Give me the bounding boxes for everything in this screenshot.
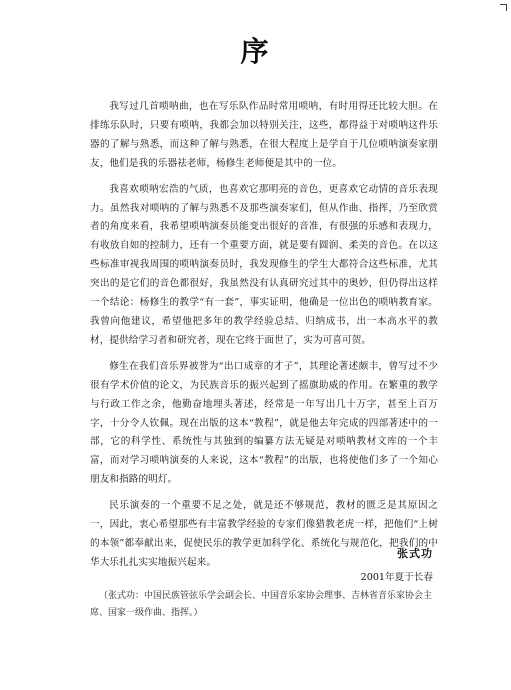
paragraph-1: 我写过几首唢呐曲，也在写乐队作品时常用唢呐，有时用得还比较大胆。在排练乐队时，只要有唢呐，我都会加以特别关注，这些，都得益于对唢呐这件乐器的了解与熟悉，而这种了解与熟悉，在很大程度上是学自于几位唢呐演奏家朋友，他们是我的乐器祛老师，杨修生老师便是其中的一位。 [90, 101, 438, 169]
signature-block [361, 545, 433, 583]
preface-body [90, 98, 438, 580]
signature-date: 2001年夏于长春 [360, 572, 433, 583]
author-name: 张式功 [397, 547, 433, 560]
paragraph-2: 我喜欢唢呐宏浩的气质，也喜欢它那明亮的音色，更喜欢它动情的音乐表现力。虽然我对唢呐的了解与熟悉不及那些演奏家们，但从作曲、指挥，乃至欣赏者的角度来看，我希望唢呐演奏员能变出很好的音准，有很强的乐感和表现力，有收放自如的控制力，还有一个重要方面，就是要有圆润、柔美的音色。在以这些标准审视我周围的唢呐演奏员时，我发现修生的学生大都符合这些标准，尤其突出的是它们的音色都很好，我虽然没有认真研究过其中的奥妙，但仍得出这样一个结论：杨修生的教学“有一套”，事实证明，他确是一位出色的唢呐教育家。我曾向他建议，希望他把多年的教学经验总结、归纳成书，出一本高水平的教材，提供给学习者和研究者，现在它终于面世了，实为可喜可贺。 [90, 183, 438, 346]
scan-corner-mark [500, 4, 507, 11]
paragraph-4: 民乐演奏的一个重要不足之处，就是还不够规范，教材的匮乏是其原因之一，因此，衷心希望那些有丰富教学经验的专家们像猎教老虎一样，把他们“上树的本领”都奉献出来，促使民乐的教学更加科学化、系统化与规范化，把我们的中华大乐扎扎实实地振兴起来。 [90, 500, 438, 568]
author-note: （张式功：中国民族管弦乐学会副会长、中国音乐家协会理事、吉林省音乐家协会主席、国家一级作曲、指挥。） [90, 591, 433, 618]
paragraph-3: 修生在我们音乐界被誉为“出口成章的才子”，其理论著述颇丰，曾写过不少很有学术价值的论文，为民族音乐的振兴起到了摇旗助威的作用。在繁重的教学与行政工作之余，他勤奋地埋头著述，经常是一年写出几十万字，甚至上百万字，十分令人钦佩。现在出版的这本“教程”，就是他去年完成的四部著述中的一部，它的科学性、系统性与其独到的编纂方法无疑是对唢呐教材文库的一个丰富，而对学习唢呐演奏的人来说，这本“教程”的出版，也将使他们多了一个知心朋友和指路的明灯。 [90, 360, 438, 486]
page-title: 序 [240, 35, 271, 68]
